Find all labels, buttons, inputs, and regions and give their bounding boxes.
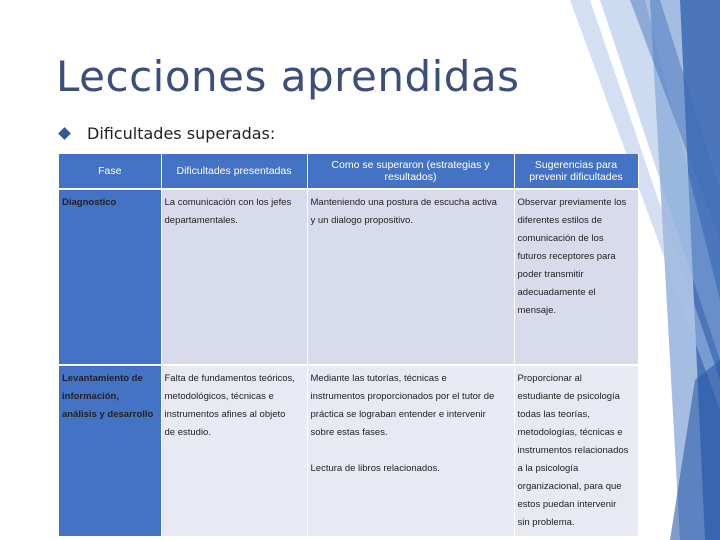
slide-title: Lecciones aprendidas [56, 52, 520, 101]
solutions-cell [307, 365, 514, 537]
lessons-table [59, 154, 639, 538]
subtitle: Dificultades superadas: [87, 124, 276, 143]
solutions-cell [307, 189, 514, 365]
phase-cell: Diagnostico [59, 189, 161, 365]
header-dificultades: Dificultades presentadas [161, 154, 307, 189]
table-row [59, 365, 638, 537]
solutions-text: Manteniendo una postura de escucha activa y un dialogo propositivo. [310, 197, 497, 226]
table-header-row [59, 154, 638, 189]
suggestions-cell: Observar previamente los diferentes estilos de comunicación de los futuros receptores para poder transmitir adecuadamente el mensaje. [514, 189, 638, 365]
header-sugerencias: Sugerencias para prevenir dificultades [514, 154, 638, 189]
header-como-se-superaron: Como se superaron (estrategias y resultados) [307, 154, 514, 189]
phase-cell: Levantamiento de información, análisis y desarrollo [59, 365, 161, 537]
diamond-bullet-icon [58, 127, 71, 140]
subtitle-bullet [60, 124, 275, 143]
header-fase: Fase [59, 154, 161, 189]
difficulties-cell: La comunicación con los jefes departamentales. [161, 189, 307, 365]
solutions-text: Mediante las tutorías, técnicas e instrumentos proporcionados por el tutor de práctica se lograban entender e intervenir sobre estas fases. [310, 373, 495, 438]
difficulties-cell: Falta de fundamentos teóricos, metodológicos, técnicas e instrumentos afines al objeto de estudio. [161, 365, 307, 537]
table-row [59, 189, 638, 365]
suggestions-cell: Proporcionar al estudiante de psicología todas las teorías, metodologías, técnicas e instrumentos relacionados a la psicología organizacional, para que estos puedan intervenir sin problema. [514, 365, 638, 537]
solutions-extra-text: Lectura de libros relacionados. [310, 463, 440, 474]
